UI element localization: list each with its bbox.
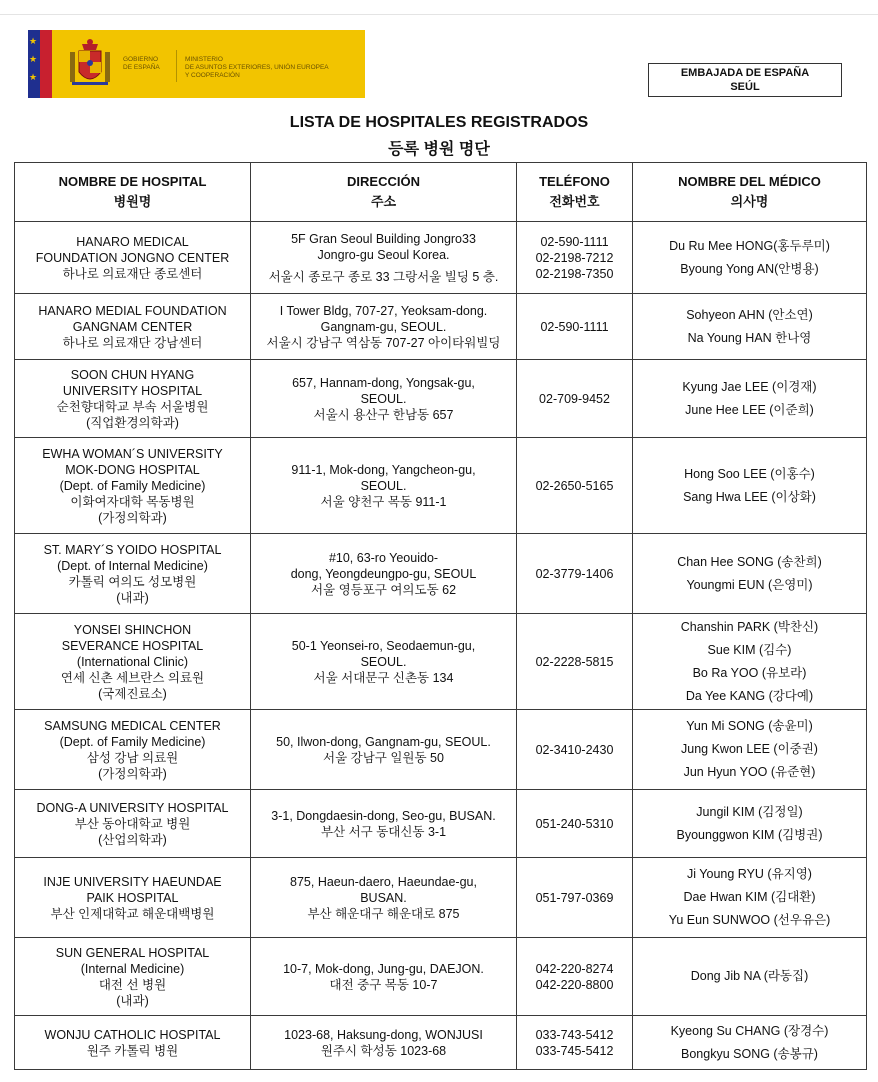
hospital-name-line: UNIVERSITY HOSPITAL (62, 383, 203, 398)
doctor-cell (633, 938, 867, 1016)
table-row (15, 938, 867, 1016)
hospital-name-line: 연세 신촌 세브란스 의료원 (60, 670, 205, 685)
doctor-line: Dong Jib NA (라동집) (690, 969, 809, 983)
address-line: 3-1, Dongdaesin-dong, Seo-gu, BUSAN. (271, 808, 496, 823)
hospital-name-cell (15, 294, 251, 360)
address-line: 서울 서대문구 신촌동 134 (313, 670, 454, 685)
hospital-name-line: EWHA WOMAN´S UNIVERSITY (42, 446, 223, 461)
hospital-name-line: SEVERANCE HOSPITAL (61, 638, 204, 653)
table-header-row (15, 163, 867, 222)
hospital-name-cell (15, 614, 251, 710)
doctor-line: Kyeong Su CHANG (장경수) (670, 1023, 829, 1038)
doctor-line: Bo Ra YOO (유보라) (692, 665, 807, 680)
table-row (15, 1016, 867, 1070)
hospital-name-line: HANARO MEDICAL (76, 234, 189, 249)
phone-line: 02-590-1111 (540, 234, 609, 249)
doctor-line: Chan Hee SONG (송찬희) (677, 554, 822, 569)
address-line: 원주시 학성동 1023-68 (320, 1043, 447, 1058)
hospital-name-line: SUN GENERAL HOSPITAL (55, 945, 210, 960)
hospital-name-line: WONJU CATHOLIC HOSPITAL (44, 1027, 221, 1042)
address-line: 서울시 종로구 종로 33 그랑서울 빌딩 5 층. (268, 269, 499, 284)
phone-line: 02-2228-5815 (535, 654, 614, 669)
address-cell (251, 938, 517, 1016)
eu-flag-icon: ★ ★ ★ (28, 30, 52, 98)
address-line: 서울 양천구 목동 911-1 (320, 494, 447, 509)
doctor-line: Chanshin PARK (박찬신) (680, 619, 819, 634)
address-line: 50-1 Yeonsei-ro, Seodaemun-gu, (291, 638, 476, 653)
hospital-name-line: 부산 인제대학교 해운대백병원 (50, 906, 215, 921)
doctor-cell (633, 360, 867, 438)
phone-cell (517, 222, 633, 294)
phone-cell (517, 294, 633, 360)
address-line: SEOUL. (360, 478, 407, 493)
table-row (15, 360, 867, 438)
doctor-line: Kyung Jae LEE (이경재) (682, 379, 817, 394)
hospital-name-line: (가정의학과) (98, 766, 167, 781)
phone-cell (517, 1016, 633, 1070)
phone-line: 02-3779-1406 (535, 566, 614, 581)
embassy-box (648, 63, 842, 97)
phone-line: 051-797-0369 (535, 890, 614, 905)
table-row (15, 858, 867, 938)
ministerio-text: MINISTERIO DE ASUNTOS EXTERIORES, UNIÓN EUROPEA Y COOPERACIÓN (185, 56, 329, 79)
hospital-name-line: 부산 동아대학교 병원 (74, 816, 191, 831)
doctor-cell (633, 294, 867, 360)
hospital-name-cell (15, 222, 251, 294)
doctor-cell (633, 1016, 867, 1070)
hospital-name-line: 삼성 강남 의료원 (86, 750, 179, 765)
gobierno-text: GOBIERNO DE ESPAÑA (123, 56, 160, 71)
address-line: SEOUL. (360, 654, 407, 669)
hospital-name-line: PAIK HOSPITAL (86, 890, 179, 905)
phone-cell (517, 614, 633, 710)
address-cell (251, 1016, 517, 1070)
phone-cell (517, 858, 633, 938)
hospital-name-cell (15, 938, 251, 1016)
hospital-name-line: YONSEI SHINCHON (73, 622, 192, 637)
phone-line: 051-240-5310 (535, 816, 614, 831)
hospital-name-cell (15, 534, 251, 614)
table-row (15, 222, 867, 294)
hospital-name-line: 대전 선 병원 (98, 977, 167, 992)
hospital-name-cell (15, 360, 251, 438)
address-line: SEOUL. (360, 391, 407, 406)
hospital-name-line: (Dept. of Family Medicine) (59, 478, 206, 493)
address-cell (251, 790, 517, 858)
phone-cell (517, 534, 633, 614)
hospital-name-line: (가정의학과) (98, 510, 167, 525)
doctor-cell (633, 710, 867, 790)
doctor-line: Ji Young RYU (유지영) (687, 867, 812, 881)
address-line: 10-7, Mok-dong, Jung-gu, DAEJON. (283, 961, 484, 976)
doctor-line: Byounggwon KIM (김병권) (676, 827, 823, 842)
doctor-line: Bongkyu SONG (송봉규) (681, 1046, 818, 1061)
phone-cell (517, 710, 633, 790)
doctor-line: Jun Hyun YOO (유준현) (683, 765, 816, 779)
address-line: 서울 영등포구 여의도동 62 (310, 582, 457, 597)
address-line: Gangnam-gu, SEOUL. (320, 319, 447, 334)
phone-line: 033-743-5412 (535, 1027, 614, 1042)
doctor-cell (633, 790, 867, 858)
doctor-cell (633, 534, 867, 614)
address-cell (251, 294, 517, 360)
phone-cell (517, 438, 633, 534)
address-line: #10, 63-ro Yeouido- (328, 550, 439, 565)
phone-cell (517, 790, 633, 858)
hospital-name-line: GANGNAM CENTER (72, 319, 193, 334)
doctor-cell (633, 614, 867, 710)
government-logo (28, 30, 365, 98)
address-line: 50, Ilwon-dong, Gangnam-gu, SEOUL. (276, 734, 491, 749)
hospital-name-line: 하나로 의료재단 종로센터 (62, 266, 203, 281)
hospital-name-cell (15, 790, 251, 858)
phone-line: 02-590-1111 (540, 319, 609, 334)
hospital-table (14, 162, 867, 1070)
page-title-korean: 등록 병원 명단 (388, 141, 490, 158)
col-header-doctor: NOMBRE DEL MÉDICO 의사명 (633, 163, 867, 222)
address-line: 부산 서구 동대신동 3-1 (320, 824, 447, 839)
hospital-name-line: (직업환경의학과) (86, 415, 179, 430)
col-header-phone: TELÉFONO 전화번호 (517, 163, 633, 222)
table-row (15, 294, 867, 360)
coat-of-arms-icon (66, 38, 114, 92)
hospital-name-line: ST. MARY´S YOIDO HOSPITAL (43, 542, 222, 557)
address-line: BUSAN. (360, 890, 407, 905)
phone-line: 02-3410-2430 (535, 742, 614, 757)
hospital-name-line: INJE UNIVERSITY HAEUNDAE (43, 874, 222, 889)
hospital-name-line: (Dept. of Family Medicine) (59, 734, 206, 749)
hospital-name-line: HANARO MEDIAL FOUNDATION (38, 303, 227, 318)
address-line: 5F Gran Seoul Building Jongro33 (291, 231, 476, 246)
hospital-name-line: (내과) (116, 590, 149, 605)
phone-line: 042-220-8800 (535, 977, 614, 992)
hospital-name-line: 카톨릭 여의도 성모병원 (68, 574, 197, 589)
doctor-cell (633, 222, 867, 294)
phone-line: 02-2198-7350 (535, 266, 614, 281)
doctor-line: Hong Soo LEE (이홍수) (684, 466, 815, 481)
address-line: 서울 강남구 일원동 50 (323, 750, 444, 765)
address-line: dong, Yeongdeungpo-gu, SEOUL (290, 566, 477, 581)
address-cell (251, 534, 517, 614)
address-line: Jongro-gu Seoul Korea. (317, 247, 450, 262)
phone-cell (517, 938, 633, 1016)
hospital-name-line: 하나로 의료재단 강남센터 (62, 335, 203, 350)
embassy-line2: SEÚL (730, 81, 760, 93)
doctor-cell (633, 858, 867, 938)
hospital-name-line: DONG-A UNIVERSITY HOSPITAL (36, 800, 229, 815)
doctor-line: Youngmi EUN (은영미) (686, 577, 813, 592)
doctor-line: Sohyeon AHN (안소연) (686, 307, 813, 322)
hospital-name-line: 원주 카톨릭 병원 (86, 1043, 179, 1058)
top-rule (0, 14, 878, 15)
address-cell (251, 438, 517, 534)
address-line: I Tower Bldg, 707-27, Yeoksam-dong. (279, 303, 488, 318)
hospital-name-line: (International Clinic) (76, 654, 189, 669)
hospital-name-line: (산업의학과) (98, 832, 167, 847)
phone-line: 02-2198-7212 (535, 250, 614, 265)
hospital-name-cell (15, 858, 251, 938)
hospital-name-line: (Dept. of Internal Medicine) (57, 558, 208, 573)
doctor-line: Sue KIM (김수) (707, 642, 792, 657)
address-line: 657, Hannam-dong, Yongsak-gu, (292, 375, 475, 390)
hospital-name-cell (15, 1016, 251, 1070)
phone-line: 02-2650-5165 (535, 478, 614, 493)
address-cell (251, 360, 517, 438)
table-row (15, 790, 867, 858)
phone-cell (517, 360, 633, 438)
doctor-line: June Hee LEE (이준희) (685, 402, 814, 417)
hospital-name-line: FOUNDATION JONGNO CENTER (35, 250, 230, 265)
address-cell (251, 710, 517, 790)
address-line: 부산 해운대구 해운대로 875 (307, 906, 460, 921)
table-row (15, 534, 867, 614)
doctor-line: Byoung Yong AN(안병용) (680, 261, 819, 276)
address-line: 서울시 강남구 역삼동 707-27 아이타워빌딩 (266, 335, 501, 350)
col-header-address: DIRECCIÓN 주소 (251, 163, 517, 222)
hospital-name-line: MOK-DONG HOSPITAL (65, 462, 200, 477)
phone-line: 033-745-5412 (535, 1043, 614, 1058)
address-line: 1023-68, Haksung-dong, WONJUSI (284, 1027, 483, 1042)
table-row (15, 438, 867, 534)
doctor-line: Yu Eun SUNWOO (선우유은) (668, 913, 831, 927)
hospital-name-line: 이화여자대학 목동병원 (70, 494, 195, 509)
embassy-line1: EMBAJADA DE ESPAÑA (680, 67, 810, 79)
hospital-name-line: 순천향대학교 부속 서울병원 (56, 399, 209, 414)
phone-line: 02-709-9452 (539, 391, 610, 406)
doctor-line: Da Yee KANG (강다예) (685, 688, 814, 703)
address-cell (251, 222, 517, 294)
doctor-line: Dae Hwan KIM (김대환) (683, 890, 816, 904)
address-cell (251, 614, 517, 710)
doctor-line: Jung Kwon LEE (이중권) (681, 742, 818, 756)
doctor-line: Du Ru Mee HONG(홍두루미) (669, 238, 830, 253)
address-line: 서울시 용산구 한남동 657 (313, 407, 454, 422)
doctor-cell (633, 438, 867, 534)
hospital-name-line: (Internal Medicine) (80, 961, 185, 976)
hospital-name-cell (15, 438, 251, 534)
hospital-name-line: (국제진료소) (98, 686, 167, 701)
doctor-line: Yun Mi SONG (송윤미) (686, 719, 813, 733)
address-cell (251, 858, 517, 938)
col-header-hospital: NOMBRE DE HOSPITAL 병원명 (15, 163, 251, 222)
doctor-line: Na Young HAN 한나영 (687, 330, 812, 345)
hospital-name-line: SOON CHUN HYANG (70, 367, 195, 382)
phone-line: 042-220-8274 (535, 961, 614, 976)
address-line: 911-1, Mok-dong, Yangcheon-gu, (291, 462, 476, 477)
table-row (15, 710, 867, 790)
page-title: LISTA DE HOSPITALES REGISTRADOS (289, 114, 589, 131)
table-row (15, 614, 867, 710)
doctor-line: Jungil KIM (김정일) (696, 804, 803, 819)
address-line: 875, Haeun-daero, Haeundae-gu, (290, 874, 477, 889)
hospital-name-line: (내과) (116, 993, 149, 1008)
address-line: 대전 중구 목동 10-7 (329, 977, 438, 992)
hospital-name-line: SAMSUNG MEDICAL CENTER (44, 718, 221, 733)
logo-divider (176, 50, 177, 82)
doctor-line: Sang Hwa LEE (이상화) (683, 489, 816, 504)
hospital-name-cell (15, 710, 251, 790)
